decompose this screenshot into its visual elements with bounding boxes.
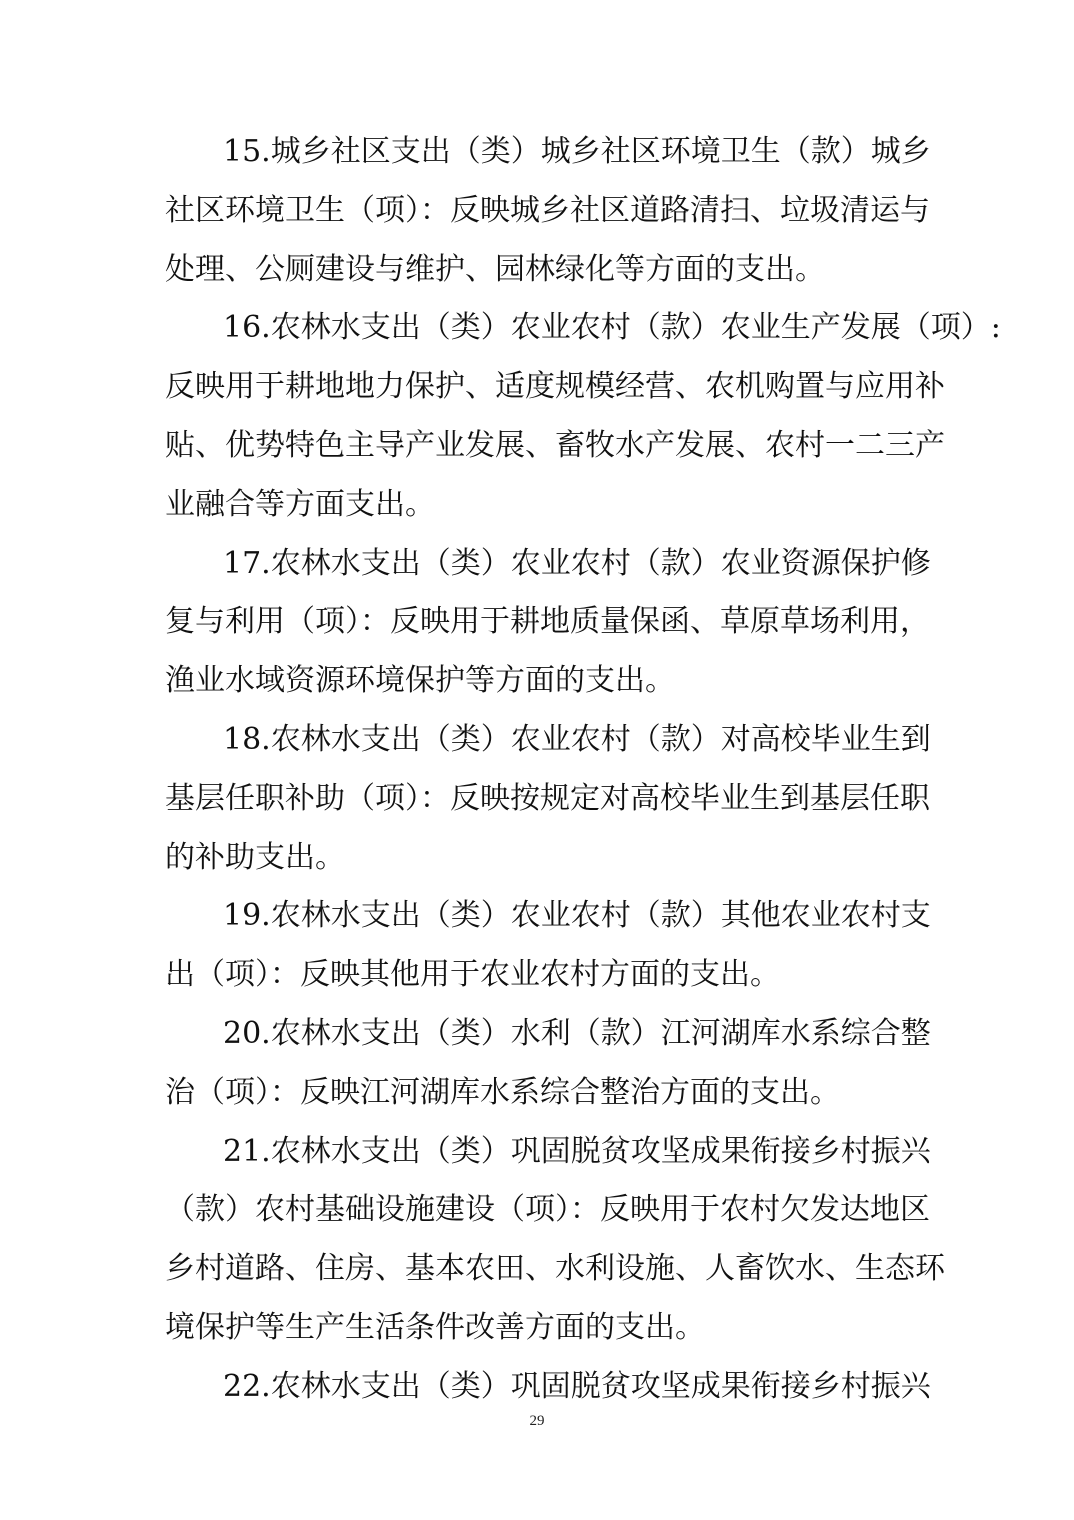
text-line: 乡村道路、住房、基本农田、水利设施、人畜饮水、生态环 — [165, 1251, 945, 1287]
text-line: 22.农林水支出（类）巩固脱贫攻坚成果衔接乡村振兴 — [223, 1368, 931, 1404]
text-line: 社区环境卫生（项）：反映城乡社区道路清扫、垃圾清运与 — [165, 192, 930, 228]
text-line: （款）农村基础设施建设（项）：反映用于农村欠发达地区 — [165, 1192, 930, 1228]
text-line: 基层任职补助（项）：反映按规定对高校毕业生到基层任职 — [165, 780, 930, 816]
text-line: 渔业水域资源环境保护等方面的支出。 — [165, 663, 675, 699]
text-line: 处理、公厕建设与维护、园林绿化等方面的支出。 — [165, 251, 825, 287]
text-line: 的补助支出。 — [165, 839, 345, 875]
text-line: 反映用于耕地地力保护、适度规模经营、农机购置与应用补 — [165, 369, 945, 405]
page-number: 29 — [529, 1413, 545, 1429]
paragraph-item-15 — [165, 123, 931, 299]
text-line: 15.城乡社区支出（类）城乡社区环境卫生（款）城乡 — [223, 134, 931, 169]
paragraph-item-18 — [165, 711, 931, 887]
text-line: 业融合等方面支出。 — [165, 486, 435, 522]
paragraph-item-22 — [165, 1358, 931, 1417]
paragraph-item-20 — [165, 1005, 931, 1123]
text-line: 19.农林水支出（类）农业农村（款）其他农业农村支 — [223, 898, 931, 934]
text-line: 17.农林水支出（类）农业农村（款）农业资源保护修 — [223, 545, 931, 581]
text-line: 治（项）：反映江河湖库水系综合整治方面的支出。 — [165, 1074, 840, 1110]
paragraph-item-21 — [165, 1123, 945, 1358]
paragraph-item-19 — [165, 887, 931, 1005]
paragraph-item-17 — [165, 535, 931, 711]
text-line: 21.农林水支出（类）巩固脱贫攻坚成果衔接乡村振兴 — [223, 1133, 931, 1169]
text-line: 复与利用（项）：反映用于耕地质量保函、草原草场利用， — [165, 604, 930, 640]
text-line: 境保护等生产生活条件改善方面的支出。 — [165, 1309, 705, 1345]
text-line: 贴、优势特色主导产业发展、畜牧水产发展、农村一二三产 — [165, 427, 945, 463]
text-line: 18.农林水支出（类）农业农村（款）对高校毕业生到 — [223, 721, 931, 757]
body-text — [165, 123, 1001, 1417]
text-line: 16.农林水支出（类）农业农村（款）农业生产发展（项）: — [223, 310, 1001, 346]
paragraph-item-16 — [165, 299, 1001, 534]
text-line: 出（项）：反映其他用于农业农村方面的支出。 — [165, 957, 780, 993]
text-line: 20.农林水支出（类）水利（款）江河湖库水系综合整 — [223, 1015, 931, 1051]
